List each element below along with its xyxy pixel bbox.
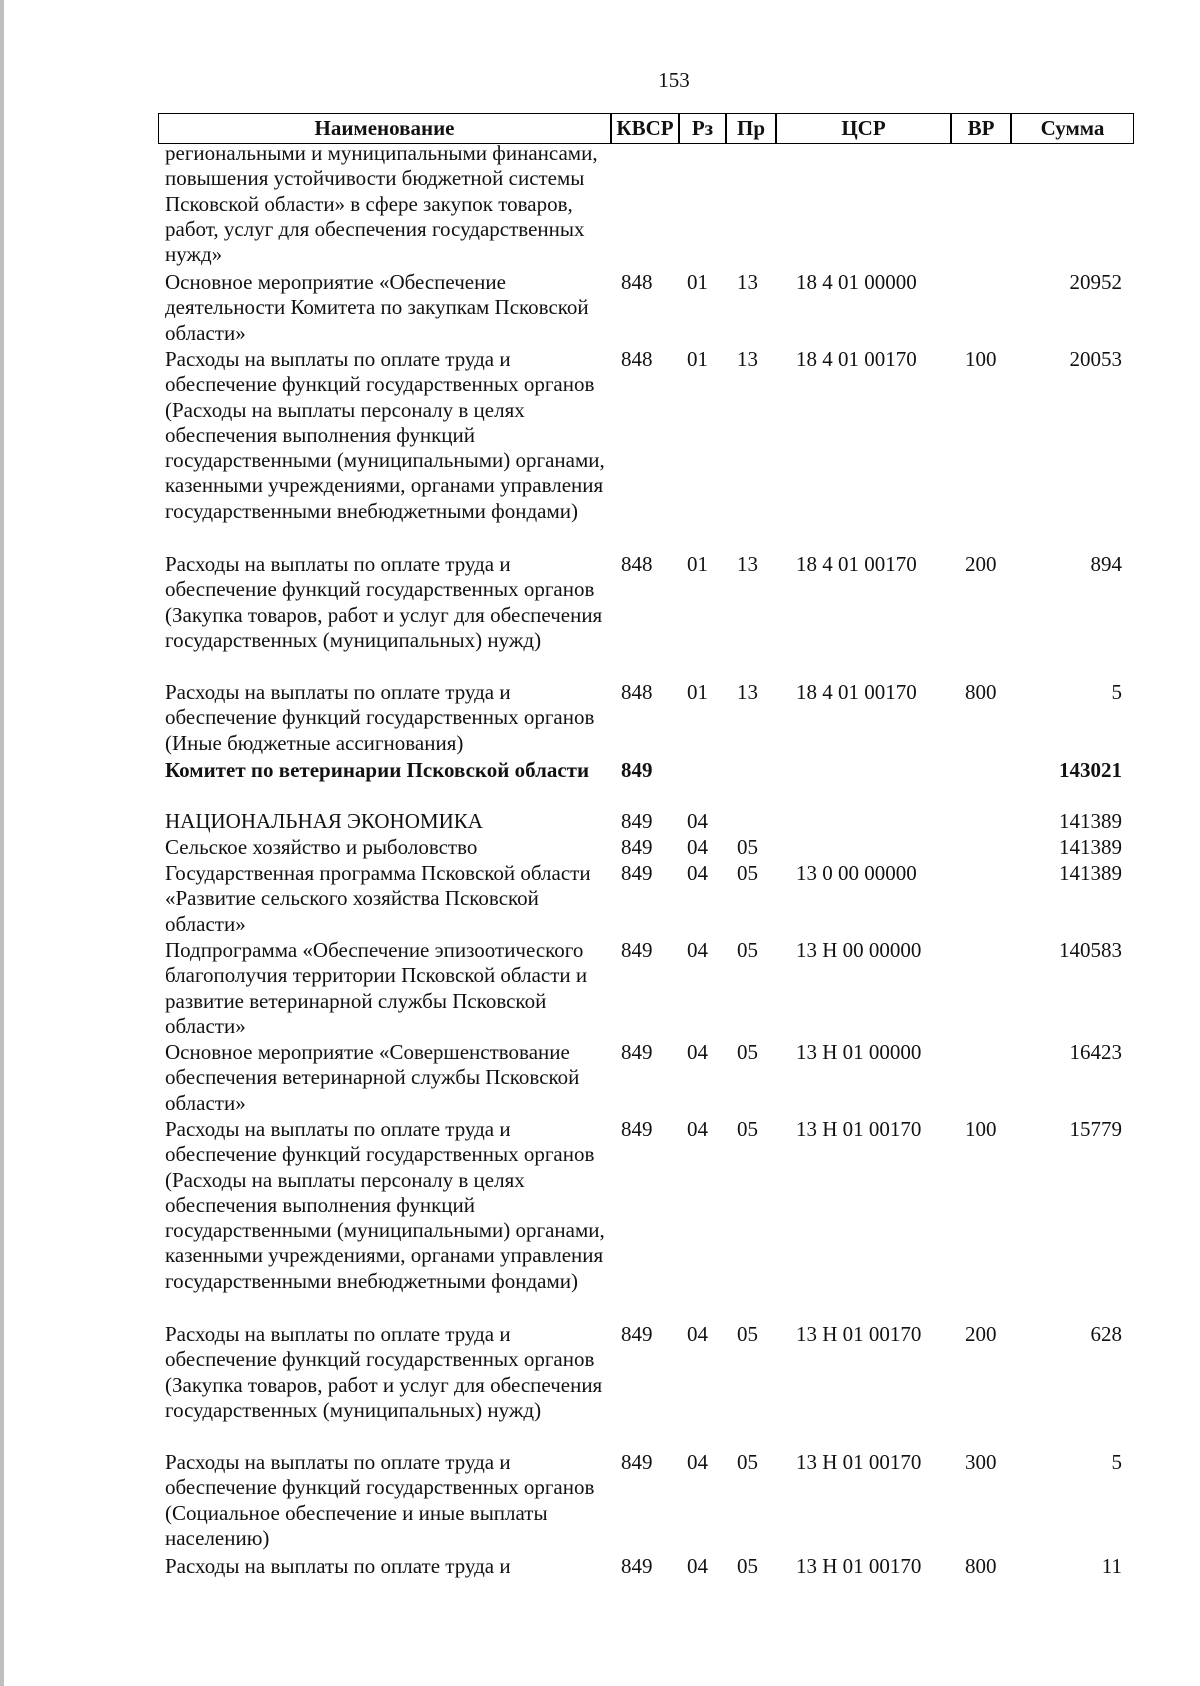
- cell-sum: 143021: [1059, 758, 1122, 782]
- cell-sum: 11: [1101, 1554, 1122, 1578]
- cell-pr: 13: [737, 552, 758, 576]
- cell-rz: 04: [687, 938, 708, 962]
- scan-edge: [0, 0, 4, 1686]
- cell-csr: 13 Н 01 00170: [796, 1322, 922, 1346]
- cell-name: Расходы на выплаты по оплате труда и обеспечение функций государственных органов (Расходы на выплаты персоналу в целях обеспечения выполнения функций государственными (муниципальными) органами, казенными учреждениями, органами управления государственными внебюджетными фондами): [165, 1117, 605, 1293]
- cell-name: Основное мероприятие «Обеспечение деятельности Комитета по закупкам Псковской области»: [165, 270, 589, 345]
- cell-kvsr: 849: [621, 835, 653, 859]
- cell-kvsr: 848: [621, 347, 653, 371]
- cell-sum: 20053: [1069, 347, 1122, 371]
- cell-kvsr: 848: [621, 552, 653, 576]
- cell-name: Расходы на выплаты по оплате труда и обеспечение функций государственных органов (Иные бюджетные ассигнования): [165, 680, 595, 755]
- cell-csr: 18 4 01 00170: [796, 347, 917, 371]
- cell-csr: 13 0 00 00000: [796, 861, 917, 885]
- header-sum: Сумма: [1011, 113, 1134, 144]
- cell-pr: 13: [737, 680, 758, 704]
- cell-csr: 13 Н 01 00000: [796, 1040, 922, 1064]
- cell-name: Расходы на выплаты по оплате труда и обеспечение функций государственных органов (Закупка товаров, работ и услуг для обеспечения государственных (муниципальных) нужд): [165, 552, 603, 652]
- cell-csr: 13 Н 01 00170: [796, 1117, 922, 1141]
- cell-rz: 04: [687, 1322, 708, 1346]
- cell-pr: 05: [737, 1117, 758, 1141]
- cell-csr: 13 Н 01 00170: [796, 1554, 922, 1578]
- cell-csr: 13 Н 00 00000: [796, 938, 922, 962]
- cell-csr: 18 4 01 00170: [796, 680, 917, 704]
- cell-pr: 05: [737, 861, 758, 885]
- cell-name: НАЦИОНАЛЬНАЯ ЭКОНОМИКА: [165, 809, 483, 833]
- cell-sum: 141389: [1059, 809, 1122, 833]
- cell-name: региональными и муниципальными финансами, повышения устойчивости бюджетной системы Псковской области» в сфере закупок товаров, работ, услуг для обеспечения государственных нужд»: [165, 141, 598, 267]
- cell-rz: 01: [687, 552, 708, 576]
- header-pr: Пр: [726, 113, 776, 144]
- cell-rz: 04: [687, 1117, 708, 1141]
- cell-rz: 04: [687, 1450, 708, 1474]
- cell-kvsr: 849: [621, 809, 653, 833]
- cell-kvsr: 849: [621, 1554, 653, 1578]
- cell-name: Расходы на выплаты по оплате труда и обеспечение функций государственных органов (Закупка товаров, работ и услуг для обеспечения государственных (муниципальных) нужд): [165, 1322, 603, 1422]
- cell-sum: 140583: [1059, 938, 1122, 962]
- cell-rz: 04: [687, 1040, 708, 1064]
- cell-rz: 04: [687, 861, 708, 885]
- cell-sum: 141389: [1059, 835, 1122, 859]
- cell-vr: 200: [965, 552, 997, 576]
- cell-vr: 100: [965, 347, 997, 371]
- header-rz: Рз: [679, 113, 726, 144]
- cell-sum: 15779: [1069, 1117, 1122, 1141]
- cell-sum: 628: [1090, 1322, 1122, 1346]
- cell-sum: 5: [1111, 680, 1122, 704]
- cell-name: Комитет по ветеринарии Псковской области: [165, 758, 590, 782]
- cell-name: Расходы на выплаты по оплате труда и обеспечение функций государственных органов (Расходы на выплаты персоналу в целях обеспечения выполнения функций государственными (муниципальными) органами, казенными учреждениями, органами управления государственными внебюджетными фондами): [165, 347, 605, 523]
- cell-kvsr: 849: [621, 1322, 653, 1346]
- cell-kvsr: 849: [621, 758, 653, 782]
- cell-pr: 05: [737, 1554, 758, 1578]
- cell-pr: 05: [737, 1040, 758, 1064]
- cell-pr: 13: [737, 270, 758, 294]
- header-kvsr: КВСР: [611, 113, 679, 144]
- page-number: 153: [658, 68, 690, 92]
- cell-kvsr: 849: [621, 861, 653, 885]
- cell-sum: 5: [1111, 1450, 1122, 1474]
- cell-kvsr: 848: [621, 270, 653, 294]
- header-vr: ВР: [951, 113, 1011, 144]
- cell-name: Государственная программа Псковской области «Развитие сельского хозяйства Псковской области»: [165, 861, 591, 936]
- cell-vr: 200: [965, 1322, 997, 1346]
- cell-vr: 800: [965, 1554, 997, 1578]
- cell-pr: 05: [737, 835, 758, 859]
- cell-rz: 01: [687, 347, 708, 371]
- cell-vr: 100: [965, 1117, 997, 1141]
- cell-kvsr: 849: [621, 1450, 653, 1474]
- cell-name: Расходы на выплаты по оплате труда и обеспечение функций государственных органов (Социальное обеспечение и иные выплаты населению): [165, 1450, 595, 1550]
- table-header: [158, 113, 1134, 144]
- cell-sum: 141389: [1059, 861, 1122, 885]
- header-name: Наименование: [158, 113, 611, 144]
- cell-sum: 20952: [1069, 270, 1122, 294]
- cell-csr: 18 4 01 00170: [796, 552, 917, 576]
- cell-kvsr: 849: [621, 1040, 653, 1064]
- cell-pr: 13: [737, 347, 758, 371]
- cell-vr: 800: [965, 680, 997, 704]
- cell-rz: 01: [687, 680, 708, 704]
- cell-pr: 05: [737, 1322, 758, 1346]
- cell-name: Расходы на выплаты по оплате труда и: [165, 1554, 511, 1578]
- cell-vr: 300: [965, 1450, 997, 1474]
- cell-rz: 04: [687, 1554, 708, 1578]
- cell-name: Подпрограмма «Обеспечение эпизоотического благополучия территории Псковской области и развитие ветеринарной службы Псковской области»: [165, 938, 588, 1038]
- cell-kvsr: 848: [621, 680, 653, 704]
- cell-sum: 894: [1090, 552, 1122, 576]
- cell-name: Основное мероприятие «Совершенствование обеспечения ветеринарной службы Псковской области»: [165, 1040, 580, 1115]
- cell-sum: 16423: [1069, 1040, 1122, 1064]
- cell-pr: 05: [737, 938, 758, 962]
- cell-rz: 04: [687, 835, 708, 859]
- cell-csr: 13 Н 01 00170: [796, 1450, 922, 1474]
- cell-rz: 01: [687, 270, 708, 294]
- cell-pr: 05: [737, 1450, 758, 1474]
- cell-kvsr: 849: [621, 938, 653, 962]
- cell-kvsr: 849: [621, 1117, 653, 1141]
- cell-rz: 04: [687, 809, 708, 833]
- cell-name: Сельское хозяйство и рыболовство: [165, 835, 478, 859]
- header-csr: ЦСР: [776, 113, 951, 144]
- cell-csr: 18 4 01 00000: [796, 270, 917, 294]
